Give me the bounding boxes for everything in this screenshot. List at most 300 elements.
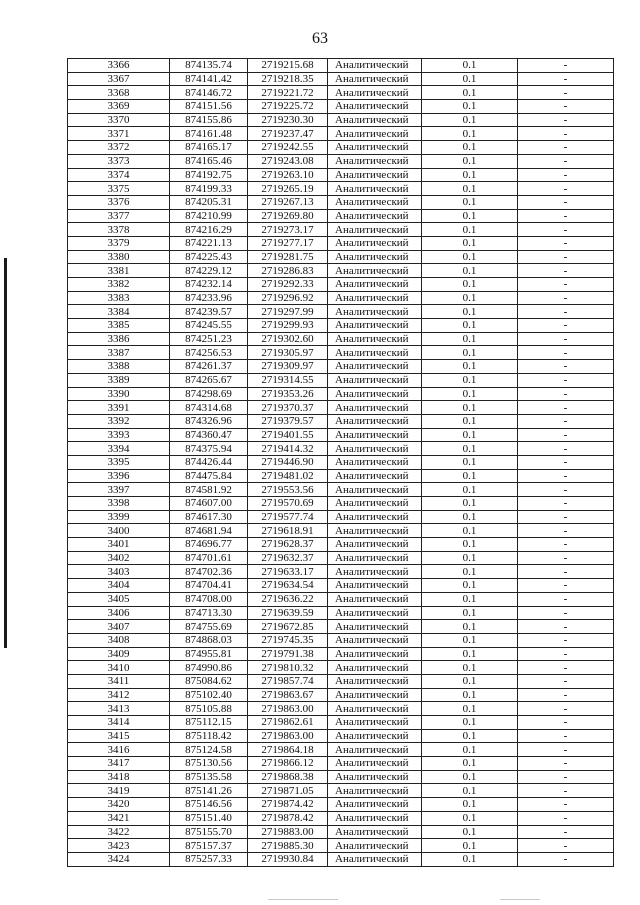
- accuracy-cell: 0.1: [422, 565, 518, 579]
- table-row: [68, 688, 614, 702]
- y-coordinate-cell: 2719570.69: [248, 497, 328, 511]
- y-coordinate-cell: 2719225.72: [248, 100, 328, 114]
- table-row: [68, 209, 614, 223]
- table-row: [68, 127, 614, 141]
- note-cell: -: [518, 250, 614, 264]
- table-row: [68, 455, 614, 469]
- accuracy-cell: 0.1: [422, 182, 518, 196]
- method-cell: Аналитический: [328, 579, 422, 593]
- x-coordinate-cell: 874702.36: [170, 565, 248, 579]
- method-cell: Аналитический: [328, 373, 422, 387]
- accuracy-cell: 0.1: [422, 195, 518, 209]
- y-coordinate-cell: 2719553.56: [248, 483, 328, 497]
- accuracy-cell: 0.1: [422, 360, 518, 374]
- x-coordinate-cell: 875112.15: [170, 716, 248, 730]
- scan-noise: [268, 899, 338, 900]
- note-cell: -: [518, 825, 614, 839]
- x-coordinate-cell: 874233.96: [170, 291, 248, 305]
- y-coordinate-cell: 2719878.42: [248, 811, 328, 825]
- accuracy-cell: 0.1: [422, 59, 518, 73]
- accuracy-cell: 0.1: [422, 305, 518, 319]
- y-coordinate-cell: 2719577.74: [248, 510, 328, 524]
- table-row: [68, 729, 614, 743]
- method-cell: Аналитический: [328, 401, 422, 415]
- x-coordinate-cell: 874155.86: [170, 113, 248, 127]
- table-row: [68, 401, 614, 415]
- note-cell: -: [518, 620, 614, 634]
- table-row: [68, 373, 614, 387]
- x-coordinate-cell: 874151.56: [170, 100, 248, 114]
- accuracy-cell: 0.1: [422, 592, 518, 606]
- point-number-cell: 3413: [68, 702, 170, 716]
- y-coordinate-cell: 2719628.37: [248, 538, 328, 552]
- table-row: [68, 565, 614, 579]
- method-cell: Аналитический: [328, 346, 422, 360]
- y-coordinate-cell: 2719314.55: [248, 373, 328, 387]
- x-coordinate-cell: 874205.31: [170, 195, 248, 209]
- point-number-cell: 3374: [68, 168, 170, 182]
- note-cell: -: [518, 716, 614, 730]
- point-number-cell: 3417: [68, 757, 170, 771]
- note-cell: -: [518, 455, 614, 469]
- accuracy-cell: 0.1: [422, 579, 518, 593]
- method-cell: Аналитический: [328, 141, 422, 155]
- table-row: [68, 154, 614, 168]
- method-cell: Аналитический: [328, 209, 422, 223]
- accuracy-cell: 0.1: [422, 127, 518, 141]
- note-cell: -: [518, 702, 614, 716]
- x-coordinate-cell: 874868.03: [170, 633, 248, 647]
- point-number-cell: 3402: [68, 551, 170, 565]
- method-cell: Аналитический: [328, 839, 422, 853]
- note-cell: -: [518, 195, 614, 209]
- method-cell: Аналитический: [328, 757, 422, 771]
- note-cell: -: [518, 223, 614, 237]
- point-number-cell: 3371: [68, 127, 170, 141]
- table-row: [68, 551, 614, 565]
- method-cell: Аналитический: [328, 264, 422, 278]
- y-coordinate-cell: 2719218.35: [248, 72, 328, 86]
- table-row: [68, 428, 614, 442]
- method-cell: Аналитический: [328, 483, 422, 497]
- x-coordinate-cell: 875124.58: [170, 743, 248, 757]
- table-row: [68, 414, 614, 428]
- method-cell: Аналитический: [328, 223, 422, 237]
- y-coordinate-cell: 2719265.19: [248, 182, 328, 196]
- method-cell: Аналитический: [328, 538, 422, 552]
- accuracy-cell: 0.1: [422, 811, 518, 825]
- y-coordinate-cell: 2719302.60: [248, 332, 328, 346]
- y-coordinate-cell: 2719446.90: [248, 455, 328, 469]
- accuracy-cell: 0.1: [422, 825, 518, 839]
- note-cell: -: [518, 428, 614, 442]
- method-cell: Аналитический: [328, 592, 422, 606]
- table-row: [68, 852, 614, 866]
- y-coordinate-cell: 2719863.00: [248, 729, 328, 743]
- x-coordinate-cell: 874199.33: [170, 182, 248, 196]
- table-row: [68, 168, 614, 182]
- method-cell: Аналитический: [328, 647, 422, 661]
- point-number-cell: 3408: [68, 633, 170, 647]
- accuracy-cell: 0.1: [422, 291, 518, 305]
- table-row: [68, 387, 614, 401]
- x-coordinate-cell: 875102.40: [170, 688, 248, 702]
- accuracy-cell: 0.1: [422, 702, 518, 716]
- point-number-cell: 3422: [68, 825, 170, 839]
- point-number-cell: 3369: [68, 100, 170, 114]
- y-coordinate-cell: 2719267.13: [248, 195, 328, 209]
- point-number-cell: 3395: [68, 455, 170, 469]
- table-row: [68, 141, 614, 155]
- method-cell: Аналитический: [328, 278, 422, 292]
- coordinates-table: [67, 58, 614, 867]
- method-cell: Аналитический: [328, 716, 422, 730]
- method-cell: Аналитический: [328, 154, 422, 168]
- point-number-cell: 3384: [68, 305, 170, 319]
- x-coordinate-cell: 874704.41: [170, 579, 248, 593]
- accuracy-cell: 0.1: [422, 401, 518, 415]
- table-row: [68, 469, 614, 483]
- accuracy-cell: 0.1: [422, 497, 518, 511]
- table-row: [68, 236, 614, 250]
- x-coordinate-cell: 874146.72: [170, 86, 248, 100]
- x-coordinate-cell: 874165.46: [170, 154, 248, 168]
- y-coordinate-cell: 2719305.97: [248, 346, 328, 360]
- method-cell: Аналитический: [328, 497, 422, 511]
- y-coordinate-cell: 2719414.32: [248, 442, 328, 456]
- table-row: [68, 620, 614, 634]
- x-coordinate-cell: 875118.42: [170, 729, 248, 743]
- note-cell: -: [518, 442, 614, 456]
- accuracy-cell: 0.1: [422, 620, 518, 634]
- table-row: [68, 702, 614, 716]
- table-row: [68, 113, 614, 127]
- y-coordinate-cell: 2719299.93: [248, 319, 328, 333]
- point-number-cell: 3409: [68, 647, 170, 661]
- note-cell: -: [518, 729, 614, 743]
- accuracy-cell: 0.1: [422, 661, 518, 675]
- x-coordinate-cell: 874245.55: [170, 319, 248, 333]
- x-coordinate-cell: 874701.61: [170, 551, 248, 565]
- accuracy-cell: 0.1: [422, 319, 518, 333]
- x-coordinate-cell: 874261.37: [170, 360, 248, 374]
- point-number-cell: 3416: [68, 743, 170, 757]
- method-cell: Аналитический: [328, 702, 422, 716]
- point-number-cell: 3423: [68, 839, 170, 853]
- accuracy-cell: 0.1: [422, 428, 518, 442]
- accuracy-cell: 0.1: [422, 483, 518, 497]
- accuracy-cell: 0.1: [422, 469, 518, 483]
- point-number-cell: 3393: [68, 428, 170, 442]
- table-row: [68, 59, 614, 73]
- accuracy-cell: 0.1: [422, 455, 518, 469]
- y-coordinate-cell: 2719263.10: [248, 168, 328, 182]
- method-cell: Аналитический: [328, 606, 422, 620]
- note-cell: -: [518, 291, 614, 305]
- table-row: [68, 757, 614, 771]
- note-cell: -: [518, 264, 614, 278]
- method-cell: Аналитический: [328, 72, 422, 86]
- note-cell: -: [518, 579, 614, 593]
- x-coordinate-cell: 874232.14: [170, 278, 248, 292]
- note-cell: -: [518, 647, 614, 661]
- table-row: [68, 770, 614, 784]
- table-row: [68, 442, 614, 456]
- y-coordinate-cell: 2719277.17: [248, 236, 328, 250]
- y-coordinate-cell: 2719242.55: [248, 141, 328, 155]
- x-coordinate-cell: 874375.94: [170, 442, 248, 456]
- point-number-cell: 3389: [68, 373, 170, 387]
- x-coordinate-cell: 874955.81: [170, 647, 248, 661]
- table-row: [68, 606, 614, 620]
- table-row: [68, 195, 614, 209]
- point-number-cell: 3424: [68, 852, 170, 866]
- table-row: [68, 524, 614, 538]
- point-number-cell: 3380: [68, 250, 170, 264]
- method-cell: Аналитический: [328, 182, 422, 196]
- accuracy-cell: 0.1: [422, 373, 518, 387]
- note-cell: -: [518, 565, 614, 579]
- binding-mark: [4, 258, 7, 648]
- table-row: [68, 182, 614, 196]
- accuracy-cell: 0.1: [422, 72, 518, 86]
- accuracy-cell: 0.1: [422, 524, 518, 538]
- x-coordinate-cell: 874239.57: [170, 305, 248, 319]
- note-cell: -: [518, 510, 614, 524]
- note-cell: -: [518, 236, 614, 250]
- point-number-cell: 3396: [68, 469, 170, 483]
- y-coordinate-cell: 2719791.38: [248, 647, 328, 661]
- method-cell: Аналитический: [328, 825, 422, 839]
- table-row: [68, 592, 614, 606]
- x-coordinate-cell: 874681.94: [170, 524, 248, 538]
- accuracy-cell: 0.1: [422, 852, 518, 866]
- point-number-cell: 3399: [68, 510, 170, 524]
- accuracy-cell: 0.1: [422, 647, 518, 661]
- x-coordinate-cell: 874708.00: [170, 592, 248, 606]
- accuracy-cell: 0.1: [422, 168, 518, 182]
- y-coordinate-cell: 2719292.33: [248, 278, 328, 292]
- note-cell: -: [518, 401, 614, 415]
- y-coordinate-cell: 2719874.42: [248, 798, 328, 812]
- note-cell: -: [518, 209, 614, 223]
- method-cell: Аналитический: [328, 387, 422, 401]
- table-row: [68, 538, 614, 552]
- x-coordinate-cell: 875130.56: [170, 757, 248, 771]
- point-number-cell: 3400: [68, 524, 170, 538]
- x-coordinate-cell: 874617.30: [170, 510, 248, 524]
- y-coordinate-cell: 2719353.26: [248, 387, 328, 401]
- point-number-cell: 3418: [68, 770, 170, 784]
- x-coordinate-cell: 874256.53: [170, 346, 248, 360]
- x-coordinate-cell: 874141.42: [170, 72, 248, 86]
- method-cell: Аналитический: [328, 510, 422, 524]
- method-cell: Аналитический: [328, 565, 422, 579]
- note-cell: -: [518, 538, 614, 552]
- y-coordinate-cell: 2719286.83: [248, 264, 328, 278]
- accuracy-cell: 0.1: [422, 716, 518, 730]
- method-cell: Аналитический: [328, 633, 422, 647]
- point-number-cell: 3419: [68, 784, 170, 798]
- note-cell: -: [518, 332, 614, 346]
- x-coordinate-cell: 874251.23: [170, 332, 248, 346]
- note-cell: -: [518, 373, 614, 387]
- note-cell: -: [518, 113, 614, 127]
- method-cell: Аналитический: [328, 688, 422, 702]
- point-number-cell: 3405: [68, 592, 170, 606]
- method-cell: Аналитический: [328, 414, 422, 428]
- point-number-cell: 3410: [68, 661, 170, 675]
- table-row: [68, 360, 614, 374]
- method-cell: Аналитический: [328, 86, 422, 100]
- table-row: [68, 223, 614, 237]
- y-coordinate-cell: 2719634.54: [248, 579, 328, 593]
- y-coordinate-cell: 2719370.37: [248, 401, 328, 415]
- point-number-cell: 3377: [68, 209, 170, 223]
- note-cell: -: [518, 127, 614, 141]
- x-coordinate-cell: 874314.68: [170, 401, 248, 415]
- accuracy-cell: 0.1: [422, 839, 518, 853]
- point-number-cell: 3411: [68, 674, 170, 688]
- y-coordinate-cell: 2719269.80: [248, 209, 328, 223]
- note-cell: -: [518, 360, 614, 374]
- note-cell: -: [518, 414, 614, 428]
- accuracy-cell: 0.1: [422, 770, 518, 784]
- point-number-cell: 3391: [68, 401, 170, 415]
- point-number-cell: 3404: [68, 579, 170, 593]
- y-coordinate-cell: 2719401.55: [248, 428, 328, 442]
- y-coordinate-cell: 2719866.12: [248, 757, 328, 771]
- point-number-cell: 3370: [68, 113, 170, 127]
- y-coordinate-cell: 2719863.67: [248, 688, 328, 702]
- point-number-cell: 3382: [68, 278, 170, 292]
- accuracy-cell: 0.1: [422, 743, 518, 757]
- point-number-cell: 3414: [68, 716, 170, 730]
- table-row: [68, 250, 614, 264]
- point-number-cell: 3407: [68, 620, 170, 634]
- y-coordinate-cell: 2719883.00: [248, 825, 328, 839]
- y-coordinate-cell: 2719273.17: [248, 223, 328, 237]
- x-coordinate-cell: 874229.12: [170, 264, 248, 278]
- point-number-cell: 3376: [68, 195, 170, 209]
- point-number-cell: 3373: [68, 154, 170, 168]
- y-coordinate-cell: 2719230.30: [248, 113, 328, 127]
- table-row: [68, 305, 614, 319]
- accuracy-cell: 0.1: [422, 236, 518, 250]
- table-row: [68, 811, 614, 825]
- x-coordinate-cell: 874216.29: [170, 223, 248, 237]
- point-number-cell: 3366: [68, 59, 170, 73]
- table-row: [68, 647, 614, 661]
- y-coordinate-cell: 2719745.35: [248, 633, 328, 647]
- method-cell: Аналитический: [328, 743, 422, 757]
- note-cell: -: [518, 59, 614, 73]
- page-number: 63: [312, 30, 328, 47]
- note-cell: -: [518, 524, 614, 538]
- method-cell: Аналитический: [328, 428, 422, 442]
- x-coordinate-cell: 875084.62: [170, 674, 248, 688]
- y-coordinate-cell: 2719618.91: [248, 524, 328, 538]
- accuracy-cell: 0.1: [422, 250, 518, 264]
- point-number-cell: 3378: [68, 223, 170, 237]
- accuracy-cell: 0.1: [422, 346, 518, 360]
- x-coordinate-cell: 874135.74: [170, 59, 248, 73]
- method-cell: Аналитический: [328, 319, 422, 333]
- scan-noise: [500, 899, 540, 900]
- note-cell: -: [518, 154, 614, 168]
- note-cell: -: [518, 469, 614, 483]
- note-cell: -: [518, 497, 614, 511]
- x-coordinate-cell: 875151.40: [170, 811, 248, 825]
- method-cell: Аналитический: [328, 291, 422, 305]
- method-cell: Аналитический: [328, 442, 422, 456]
- point-number-cell: 3415: [68, 729, 170, 743]
- table-row: [68, 264, 614, 278]
- note-cell: -: [518, 798, 614, 812]
- point-number-cell: 3385: [68, 319, 170, 333]
- table-row: [68, 579, 614, 593]
- table-row: [68, 825, 614, 839]
- method-cell: Аналитический: [328, 551, 422, 565]
- y-coordinate-cell: 2719863.00: [248, 702, 328, 716]
- x-coordinate-cell: 874607.00: [170, 497, 248, 511]
- accuracy-cell: 0.1: [422, 86, 518, 100]
- y-coordinate-cell: 2719221.72: [248, 86, 328, 100]
- table-row: [68, 798, 614, 812]
- y-coordinate-cell: 2719632.37: [248, 551, 328, 565]
- table-row: [68, 633, 614, 647]
- method-cell: Аналитический: [328, 770, 422, 784]
- method-cell: Аналитический: [328, 236, 422, 250]
- x-coordinate-cell: 874326.96: [170, 414, 248, 428]
- y-coordinate-cell: 2719296.92: [248, 291, 328, 305]
- accuracy-cell: 0.1: [422, 688, 518, 702]
- x-coordinate-cell: 874161.48: [170, 127, 248, 141]
- y-coordinate-cell: 2719862.61: [248, 716, 328, 730]
- x-coordinate-cell: 874990.86: [170, 661, 248, 675]
- table-row: [68, 483, 614, 497]
- method-cell: Аналитический: [328, 100, 422, 114]
- method-cell: Аналитический: [328, 469, 422, 483]
- y-coordinate-cell: 2719871.05: [248, 784, 328, 798]
- accuracy-cell: 0.1: [422, 633, 518, 647]
- accuracy-cell: 0.1: [422, 100, 518, 114]
- point-number-cell: 3401: [68, 538, 170, 552]
- y-coordinate-cell: 2719857.74: [248, 674, 328, 688]
- accuracy-cell: 0.1: [422, 223, 518, 237]
- x-coordinate-cell: 874426.44: [170, 455, 248, 469]
- y-coordinate-cell: 2719672.85: [248, 620, 328, 634]
- point-number-cell: 3387: [68, 346, 170, 360]
- x-coordinate-cell: 875257.33: [170, 852, 248, 866]
- note-cell: -: [518, 182, 614, 196]
- point-number-cell: 3394: [68, 442, 170, 456]
- method-cell: Аналитический: [328, 168, 422, 182]
- method-cell: Аналитический: [328, 250, 422, 264]
- accuracy-cell: 0.1: [422, 387, 518, 401]
- note-cell: -: [518, 757, 614, 771]
- accuracy-cell: 0.1: [422, 538, 518, 552]
- y-coordinate-cell: 2719215.68: [248, 59, 328, 73]
- method-cell: Аналитический: [328, 524, 422, 538]
- method-cell: Аналитический: [328, 455, 422, 469]
- note-cell: -: [518, 72, 614, 86]
- accuracy-cell: 0.1: [422, 113, 518, 127]
- x-coordinate-cell: 874298.69: [170, 387, 248, 401]
- note-cell: -: [518, 551, 614, 565]
- table-row: [68, 784, 614, 798]
- accuracy-cell: 0.1: [422, 784, 518, 798]
